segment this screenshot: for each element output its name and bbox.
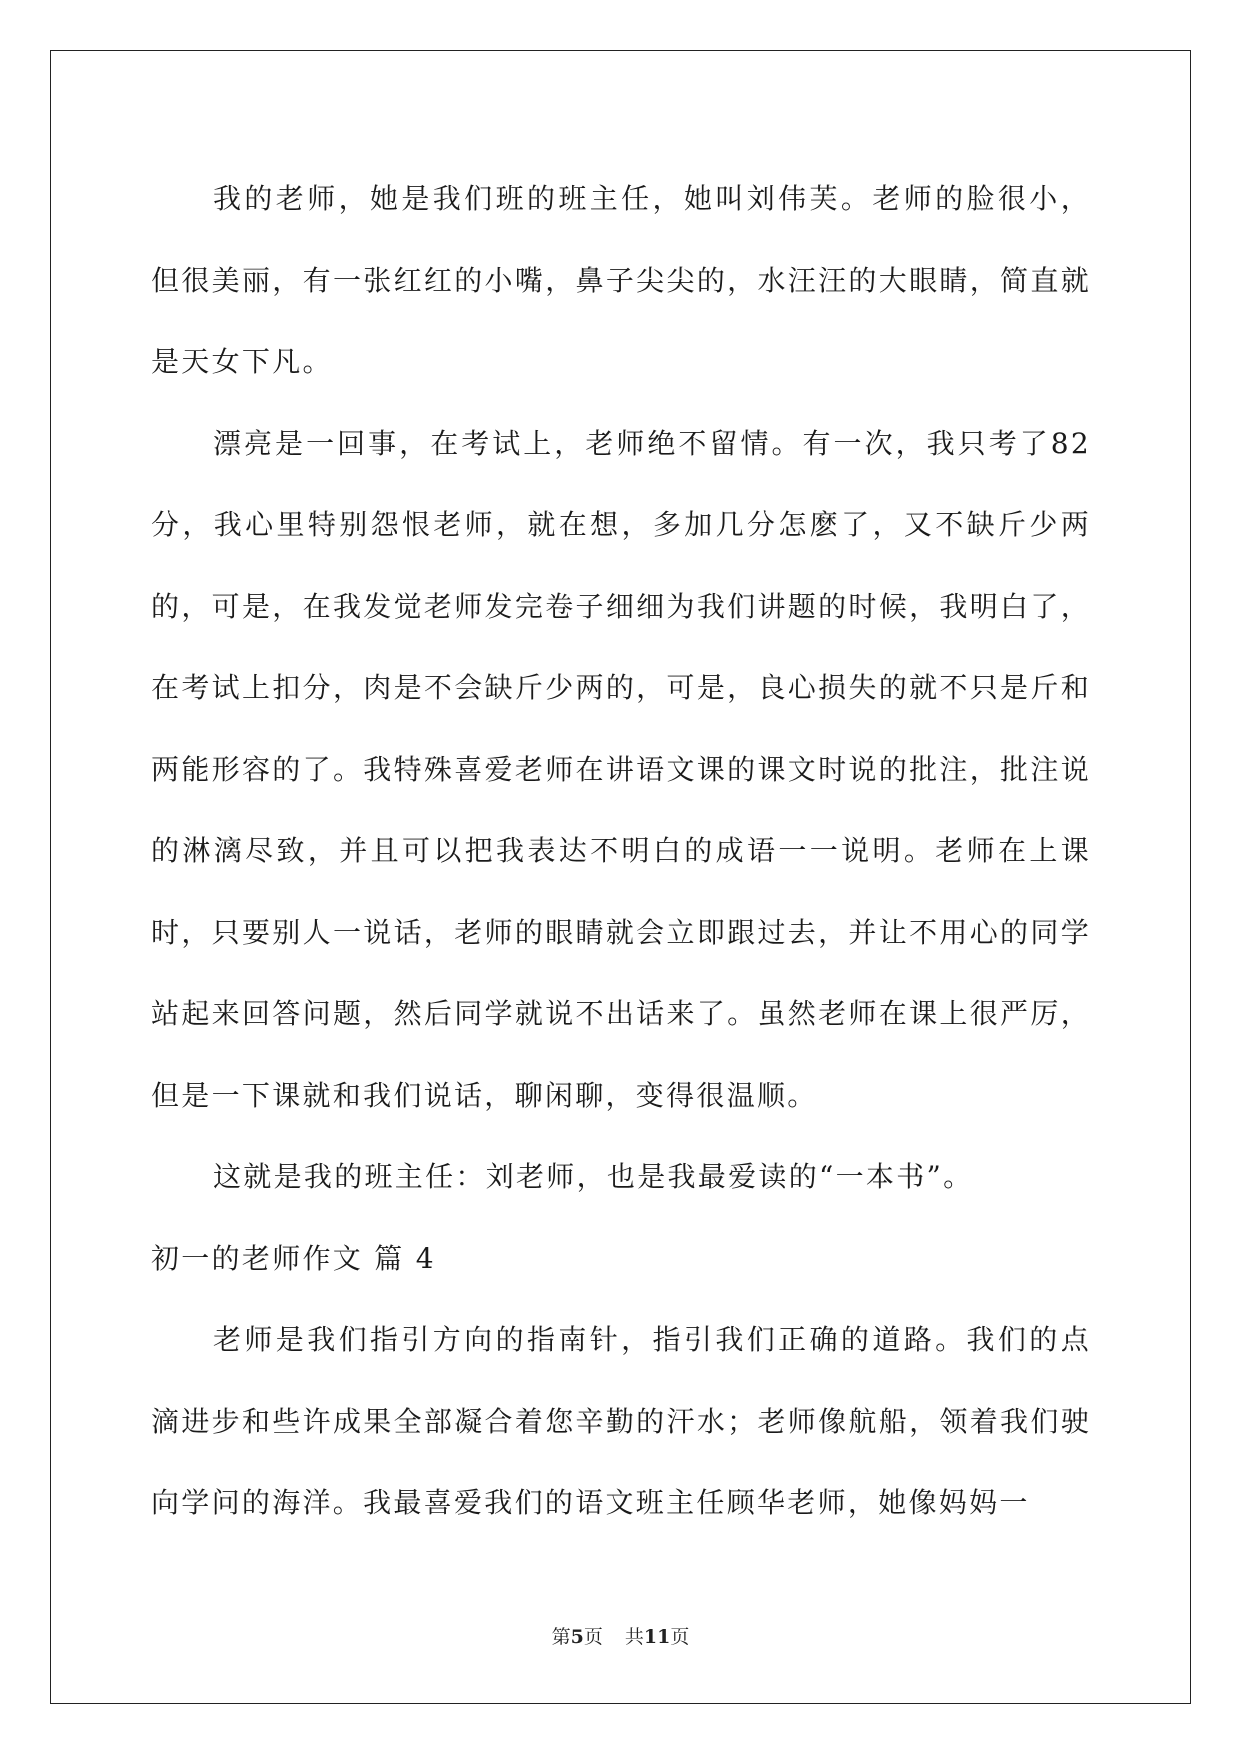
page-footer xyxy=(0,1622,1241,1649)
paragraph-3: 这就是我的班主任：刘老师，也是我最爱读的“一本书”。 xyxy=(213,1160,974,1193)
document-body xyxy=(151,158,1091,1544)
section-heading: 初一的老师作文 篇 4 xyxy=(151,1241,436,1275)
footer-page-number: 5 xyxy=(570,1626,584,1648)
paragraph-4: 老师是我们指引方向的指南针，指引我们正确的道路。我们的点滴进步和些许成果全部凝合着您辛勤的汗水；老师像航船，领着我们驶向学问的海洋。我最喜爱我们的语文班主任顾华老师，她像妈妈一 xyxy=(151,1323,1091,1519)
paragraph-2: 漂亮是一回事，在考试上，老师绝不留情。有一次，我只考了82分，我心里特别怨恨老师，就在想，多加几分怎麽了，又不缺斤少两的，可是，在我发觉老师发完卷子细细为我们讲题的时候，我明白了，在考试上扣分，肉是不会缺斤少两的，可是，良心损失的就不只是斤和两能形容的了。我特殊喜爱老师在讲语文课的课文时说的批注，批注说的淋漓尽致，并且可以把我表达不明白的成语一一说明。老师在上课时，只要别人一说话，老师的眼睛就会立即跟过去，并让不用心的同学站起来回答问题，然后同学就说不出话来了。虽然老师在课上很严厉，但是一下课就和我们说话，聊闲聊，变得很温顺。 xyxy=(151,426,1091,1112)
paragraph-1: 我的老师，她是我们班的班主任，她叫刘伟芙。老师的脸很小，但很美丽，有一张红红的小嘴，鼻子尖尖的，水汪汪的大眼睛，简直就是天女下凡。 xyxy=(151,182,1091,378)
footer-total-prefix: 共 xyxy=(624,1626,644,1648)
footer-page-suffix: 页 xyxy=(583,1626,603,1648)
footer-total-pages: 11 xyxy=(643,1626,671,1648)
footer-total-suffix: 页 xyxy=(670,1626,690,1648)
footer-prefix: 第 xyxy=(551,1626,571,1648)
